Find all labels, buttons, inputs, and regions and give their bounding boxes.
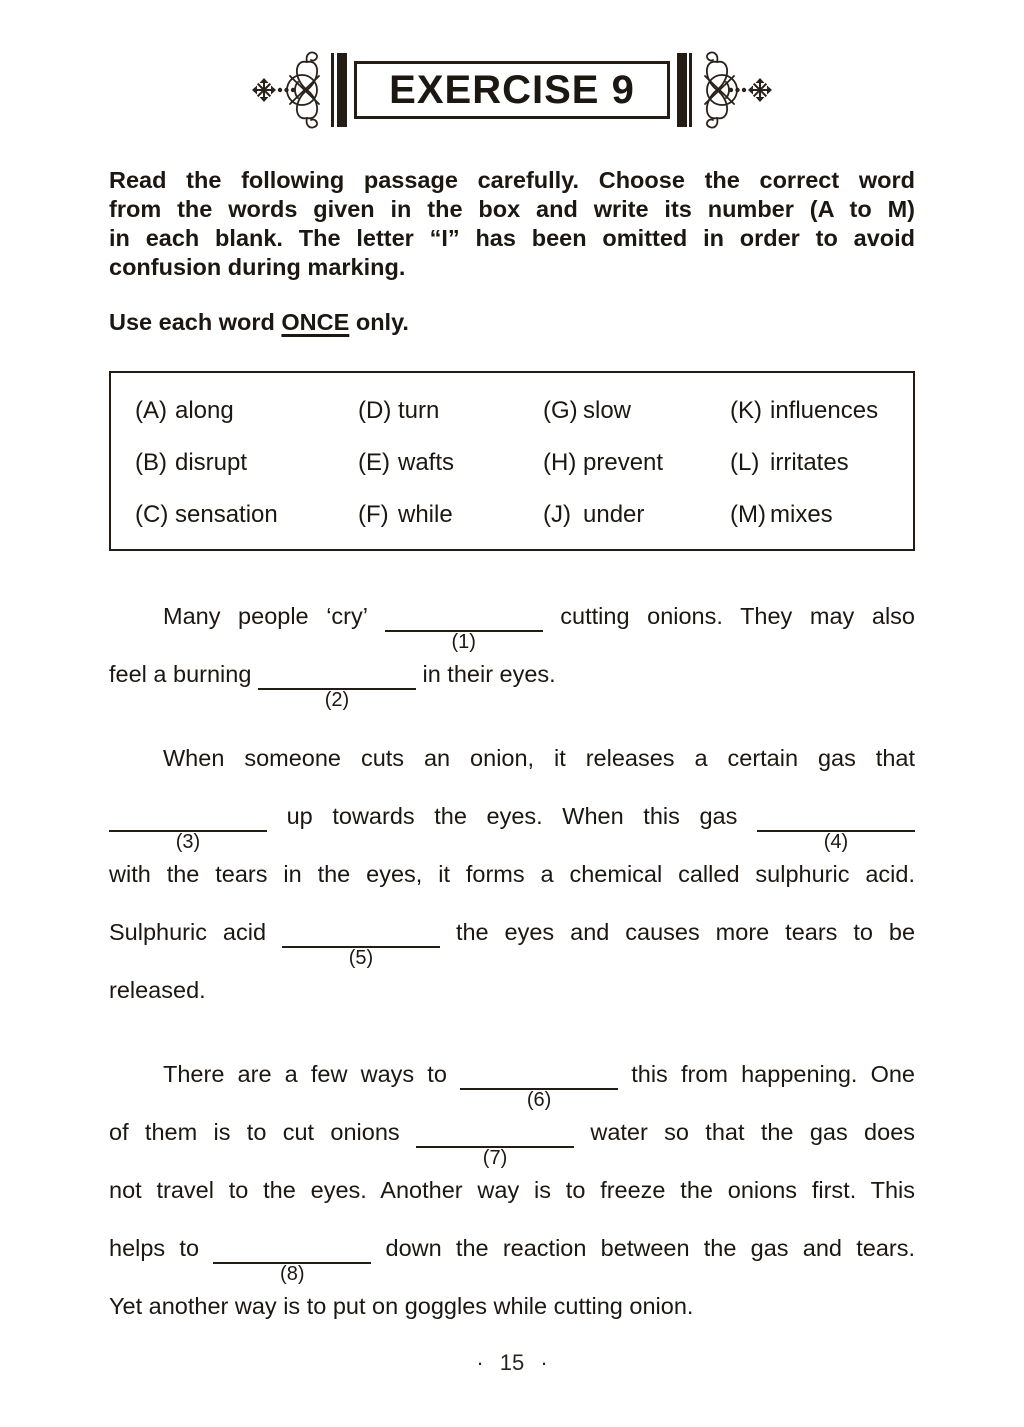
word-item-j: [543, 501, 730, 529]
flourish-snowflake-icon: [695, 46, 773, 134]
passage-text: helps to: [109, 1235, 200, 1261]
word-label: (K): [730, 397, 762, 424]
word-item-a: [135, 397, 358, 425]
word-item-g: [543, 397, 730, 425]
use-once-instruction: [109, 308, 915, 337]
word-item-f: [358, 501, 543, 529]
instructions-line: confusion during marking.: [109, 254, 406, 280]
blank-8: [213, 1232, 371, 1285]
word-label: (G): [543, 397, 578, 424]
passage-line: [109, 903, 916, 969]
passage-text: cutting onions. They may also: [560, 603, 915, 629]
word-text: prevent: [583, 449, 664, 476]
word-label: (D): [358, 397, 392, 424]
passage-text: down the reaction between the gas and tears.: [385, 1235, 916, 1261]
passage-text: in their eyes.: [422, 661, 556, 687]
word-text: turn: [398, 397, 440, 424]
word-label: (A): [135, 397, 167, 424]
word-text: along: [175, 397, 234, 424]
word-text: mixes: [770, 501, 833, 528]
passage-line: [109, 1277, 915, 1335]
word-label: (C): [135, 501, 169, 528]
page-number: · 15 ·: [476, 1350, 548, 1375]
word-label: (B): [135, 449, 167, 476]
passage-line: [109, 645, 915, 711]
word-text: slow: [583, 397, 632, 424]
blank-4: [757, 800, 915, 853]
blank-3: [109, 800, 267, 853]
instructions-line: in each blank. The letter “I” has been omitted in order to avoid: [109, 225, 915, 251]
word-item-k: [730, 397, 913, 425]
word-item-d: [358, 397, 543, 425]
passage-line: [109, 787, 915, 853]
passage-paragraph-3: [109, 1045, 915, 1335]
passage-text: the eyes and causes more tears to be: [455, 919, 916, 945]
flourish-snowflake-icon: [251, 46, 329, 134]
passage-text: of them is to cut onions: [109, 1119, 400, 1145]
passage-line: [109, 1103, 916, 1169]
word-item-e: [358, 449, 543, 477]
word-item-b: [135, 449, 358, 477]
passage-line: [109, 587, 915, 653]
passage-line: [109, 729, 915, 787]
passage-text: There are a few ways to: [163, 1061, 447, 1087]
passage-text: Yet another way is to put on goggles while cutting onion.: [109, 1293, 694, 1319]
word-text: sensation: [175, 501, 278, 528]
word-item-m: [730, 501, 913, 529]
instructions-line: Read the following passage carefully. Choose the correct word: [109, 167, 915, 193]
passage-paragraph-2: [109, 729, 915, 1019]
banner-rule-left-thick: [337, 53, 347, 127]
blank-number: (6): [526, 1089, 552, 1111]
passage-text: feel a burning: [109, 661, 252, 687]
word-label: (L): [730, 449, 760, 476]
blank-number: (7): [482, 1147, 508, 1169]
banner-rule-left-thin: [331, 53, 334, 127]
use-once-prefix: Use each word: [109, 309, 282, 335]
instructions-line: from the words given in the box and write its number (A to M): [109, 196, 915, 222]
passage-line: [109, 845, 915, 903]
word-choice-box: [109, 371, 915, 551]
word-label: (J): [543, 501, 571, 528]
banner-rule-right-thick: [677, 53, 687, 127]
word-text: irritates: [770, 449, 849, 476]
word-text: influences: [770, 397, 879, 424]
passage-line: [109, 1045, 915, 1111]
passage-text: with the tears in the eyes, it forms a chemical called sulphuric acid.: [109, 861, 915, 887]
passage-line: [109, 1219, 916, 1285]
use-once-emphasis: ONCE: [281, 309, 350, 335]
blank-1: [385, 600, 543, 653]
word-item-c: [135, 501, 358, 529]
blank-number: (2): [324, 689, 350, 711]
exercise-banner: [0, 0, 1024, 136]
word-text: wafts: [398, 449, 455, 476]
word-text: disrupt: [175, 449, 248, 476]
blank-6: [460, 1058, 618, 1111]
passage-text: When someone cuts an onion, it releases a certain gas that: [163, 745, 915, 771]
word-item-h: [543, 449, 730, 477]
blank-number: (8): [280, 1263, 305, 1285]
passage-line: [109, 1161, 915, 1219]
blank-5: [282, 916, 440, 969]
blank-2: [258, 658, 416, 711]
passage-text: Sulphuric acid: [109, 919, 267, 945]
word-item-l: [730, 449, 913, 477]
passage-text: not travel to the eyes. Another way is to freeze the onions first. This: [109, 1177, 915, 1203]
word-label: (E): [358, 449, 390, 476]
use-once-suffix: only.: [349, 309, 409, 335]
word-label: (H): [543, 449, 577, 476]
passage-text: released.: [109, 977, 206, 1003]
passage-text: up towards the eyes. When this gas: [286, 803, 738, 829]
passage-text: water so that the gas does: [590, 1119, 916, 1145]
exercise-title: EXERCISE 9: [354, 61, 670, 119]
blank-number: (1): [451, 631, 476, 653]
banner-rule-right-thin: [689, 53, 692, 127]
passage-text: Many people ‘cry’: [163, 603, 368, 629]
blank-number: (4): [823, 831, 849, 853]
passage-text: this from happening. One: [631, 1061, 915, 1087]
word-label: (M): [730, 501, 766, 528]
word-text: while: [398, 501, 453, 528]
blank-number: (5): [348, 947, 374, 969]
passage-line: [109, 961, 915, 1019]
instructions-paragraph: [109, 166, 915, 282]
word-text: under: [583, 501, 645, 528]
blank-7: [416, 1116, 574, 1169]
passage-paragraph-1: [109, 587, 915, 711]
word-label: (F): [358, 501, 389, 528]
blank-number: (3): [175, 831, 201, 853]
